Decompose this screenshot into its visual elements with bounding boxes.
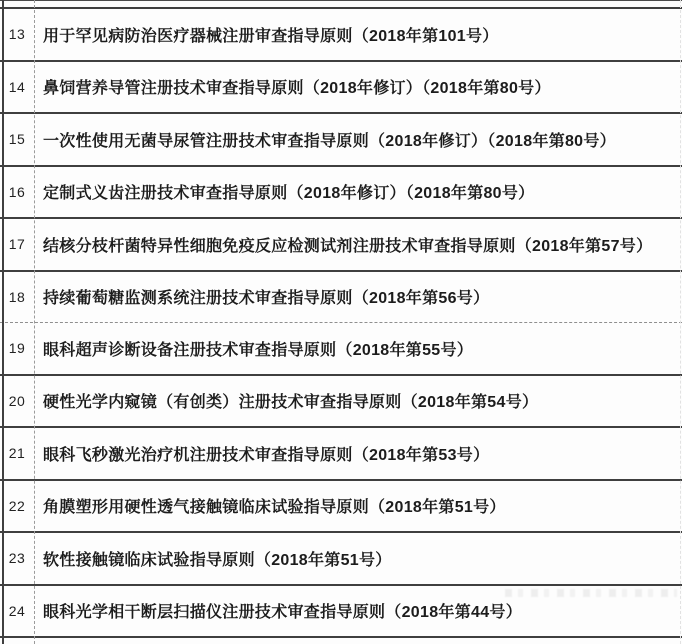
- table-row: [0, 533, 682, 586]
- row-number-cell: 14: [8, 78, 26, 95]
- guideline-title-cell: 结核分枝杆菌特异性细胞免疫反应检测试剂注册技术审查指导原则（2018年第57号）: [43, 237, 653, 255]
- guideline-title-cell: 硬性光学内窥镜（有创类）注册技术审查指导原则（2018年第54号）: [43, 394, 539, 412]
- previous-row-cutoff-line: [0, 0, 682, 1]
- row-number-cell: 21: [8, 445, 26, 462]
- table-row: [0, 114, 682, 167]
- guideline-title-cell: 软性接触镜临床试验指导原则（2018年第51号）: [43, 551, 392, 569]
- guideline-title-cell: 眼科光学相干断层扫描仪注册技术审查指导原则（2018年第44号）: [43, 604, 522, 622]
- row-number-cell: 16: [8, 183, 26, 200]
- faint-watermark: [505, 589, 677, 597]
- guideline-title-cell: 眼科超声诊断设备注册技术审查指导原则（2018年第55号）: [43, 341, 474, 359]
- row-number-cell: 20: [8, 392, 26, 409]
- guideline-title-cell: 眼科飞秒激光治疗机注册技术审查指导原则（2018年第53号）: [43, 446, 490, 464]
- row-number-cell: 19: [8, 340, 26, 357]
- table-row: [0, 323, 682, 376]
- row-number-cell: 23: [8, 550, 26, 567]
- row-number-cell: 15: [8, 131, 26, 148]
- table-left-border: [2, 0, 4, 644]
- table-row: [0, 9, 682, 62]
- guideline-title-cell: 定制式义齿注册技术审查指导原则（2018年修订）（2018年第80号）: [43, 185, 535, 203]
- table-row: [0, 481, 682, 534]
- guideline-title-cell: 持续葡萄糖监测系统注册技术审查指导原则（2018年第56号）: [43, 290, 490, 308]
- row-number-cell: 17: [8, 236, 26, 253]
- guideline-title-cell: 一次性使用无菌导尿管注册技术审查指导原则（2018年修订）（2018年第80号）: [43, 132, 616, 150]
- guideline-title-cell: 角膜塑形用硬性透气接触镜临床试验指导原则（2018年第51号）: [43, 499, 506, 517]
- row-number-cell: 13: [8, 26, 26, 43]
- row-number-cell: 18: [8, 288, 26, 305]
- row-number-cell: 22: [8, 497, 26, 514]
- table-row: [0, 219, 682, 272]
- number-column-divider: [34, 0, 35, 644]
- guideline-title-cell: 用于罕见病防治医疗器械注册审查指导原则（2018年第101号）: [43, 27, 499, 45]
- table-row: [0, 62, 682, 115]
- table-row: [0, 167, 682, 220]
- table-row: [0, 272, 682, 324]
- row-number-cell: 24: [8, 602, 26, 619]
- guideline-title-cell: 鼻饲营养导管注册技术审查指导原则（2018年修订）（2018年第80号）: [43, 80, 551, 98]
- guideline-table: [0, 7, 682, 638]
- table-right-border: [680, 0, 681, 644]
- table-row: [0, 376, 682, 429]
- table-row: [0, 428, 682, 481]
